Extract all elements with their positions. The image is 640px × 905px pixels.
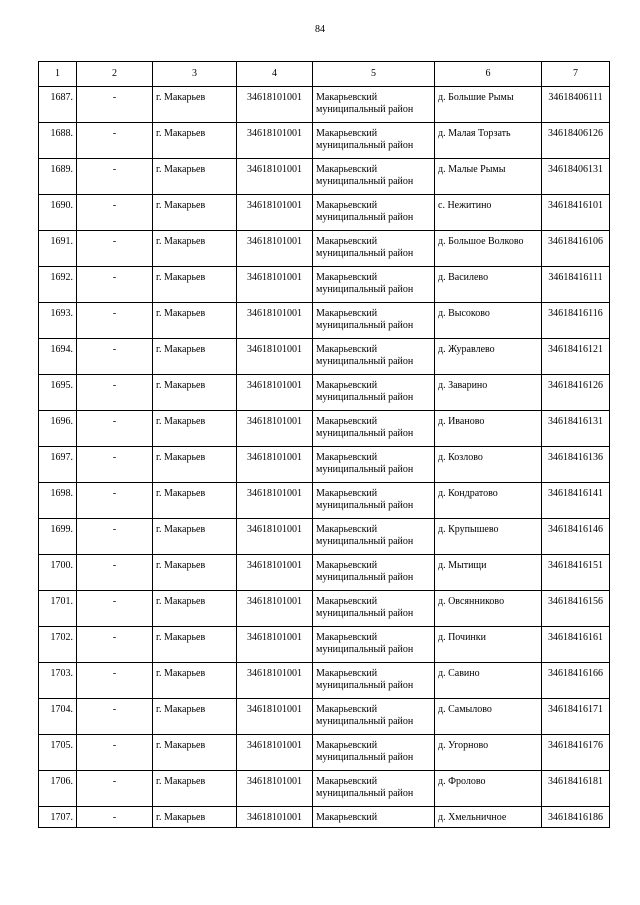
dash-cell: - xyxy=(77,195,153,231)
row-number-cell: 1688. xyxy=(39,123,77,159)
settlement-code-cell: 34618416126 xyxy=(542,375,610,411)
row-number-cell: 1690. xyxy=(39,195,77,231)
dash-cell: - xyxy=(77,699,153,735)
city-code-cell: 34618101001 xyxy=(237,87,313,123)
settlement-code-cell: 34618416121 xyxy=(542,339,610,375)
settlement-code-cell: 34618416156 xyxy=(542,591,610,627)
row-number-cell: 1701. xyxy=(39,591,77,627)
settlement-code-cell: 34618416166 xyxy=(542,663,610,699)
district-cell: Макарьевский муниципальный район xyxy=(313,267,435,303)
settlement-code-cell: 34618416141 xyxy=(542,483,610,519)
city-cell: г. Макарьев xyxy=(153,663,237,699)
settlement-code-cell: 34618416146 xyxy=(542,519,610,555)
district-cell: Макарьевский муниципальный район xyxy=(313,123,435,159)
row-number-cell: 1696. xyxy=(39,411,77,447)
city-cell: г. Макарьев xyxy=(153,231,237,267)
table-row xyxy=(39,771,610,807)
city-code-cell: 34618101001 xyxy=(237,807,313,828)
dash-cell: - xyxy=(77,411,153,447)
row-number-cell: 1704. xyxy=(39,699,77,735)
column-header: 2 xyxy=(77,62,153,87)
table-row xyxy=(39,555,610,591)
dash-cell: - xyxy=(77,267,153,303)
row-number-cell: 1699. xyxy=(39,519,77,555)
table-row xyxy=(39,519,610,555)
city-code-cell: 34618101001 xyxy=(237,195,313,231)
city-code-cell: 34618101001 xyxy=(237,231,313,267)
city-cell: г. Макарьев xyxy=(153,267,237,303)
city-code-cell: 34618101001 xyxy=(237,267,313,303)
city-cell: г. Макарьев xyxy=(153,195,237,231)
settlement-cell: д. Савино xyxy=(435,663,542,699)
settlement-code-cell: 34618416111 xyxy=(542,267,610,303)
city-code-cell: 34618101001 xyxy=(237,591,313,627)
column-header: 3 xyxy=(153,62,237,87)
row-number-cell: 1705. xyxy=(39,735,77,771)
table-row xyxy=(39,87,610,123)
settlement-cell: д. Мытищи xyxy=(435,555,542,591)
settlement-cell: д. Малые Рымы xyxy=(435,159,542,195)
settlement-cell: с. Нежитино xyxy=(435,195,542,231)
dash-cell: - xyxy=(77,375,153,411)
table-row xyxy=(39,303,610,339)
dash-cell: - xyxy=(77,303,153,339)
district-cell: Макарьевский муниципальный район xyxy=(313,555,435,591)
city-code-cell: 34618101001 xyxy=(237,519,313,555)
row-number-cell: 1694. xyxy=(39,339,77,375)
dash-cell: - xyxy=(77,735,153,771)
city-code-cell: 34618101001 xyxy=(237,339,313,375)
settlement-code-cell: 34618416136 xyxy=(542,447,610,483)
table-row xyxy=(39,231,610,267)
row-number-cell: 1707. xyxy=(39,807,77,828)
district-cell: Макарьевский муниципальный район xyxy=(313,231,435,267)
settlement-cell: д. Хмельничное xyxy=(435,807,542,828)
district-cell: Макарьевский муниципальный район xyxy=(313,627,435,663)
city-cell: г. Макарьев xyxy=(153,303,237,339)
dash-cell: - xyxy=(77,807,153,828)
settlement-code-cell: 34618416116 xyxy=(542,303,610,339)
dash-cell: - xyxy=(77,231,153,267)
city-code-cell: 34618101001 xyxy=(237,159,313,195)
row-number-cell: 1702. xyxy=(39,627,77,663)
settlement-cell: д. Заварино xyxy=(435,375,542,411)
row-number-cell: 1706. xyxy=(39,771,77,807)
registry-table xyxy=(38,61,610,828)
table-row xyxy=(39,699,610,735)
dash-cell: - xyxy=(77,339,153,375)
settlement-code-cell: 34618416131 xyxy=(542,411,610,447)
row-number-cell: 1689. xyxy=(39,159,77,195)
settlement-code-cell: 34618416101 xyxy=(542,195,610,231)
settlement-code-cell: 34618416181 xyxy=(542,771,610,807)
dash-cell: - xyxy=(77,87,153,123)
row-number-cell: 1700. xyxy=(39,555,77,591)
district-cell: Макарьевский муниципальный район xyxy=(313,699,435,735)
dash-cell: - xyxy=(77,159,153,195)
settlement-cell: д. Козлово xyxy=(435,447,542,483)
city-cell: г. Макарьев xyxy=(153,627,237,663)
settlement-code-cell: 34618406126 xyxy=(542,123,610,159)
city-cell: г. Макарьев xyxy=(153,771,237,807)
settlement-code-cell: 34618416161 xyxy=(542,627,610,663)
district-cell: Макарьевский муниципальный район xyxy=(313,663,435,699)
settlement-code-cell: 34618416151 xyxy=(542,555,610,591)
column-header: 1 xyxy=(39,62,77,87)
settlement-code-cell: 34618406111 xyxy=(542,87,610,123)
district-cell: Макарьевский муниципальный район xyxy=(313,87,435,123)
settlement-cell: д. Овсянниково xyxy=(435,591,542,627)
city-cell: г. Макарьев xyxy=(153,159,237,195)
district-cell: Макарьевский муниципальный район xyxy=(313,303,435,339)
district-cell: Макарьевский муниципальный район xyxy=(313,591,435,627)
row-number-cell: 1697. xyxy=(39,447,77,483)
settlement-cell: д. Большое Волково xyxy=(435,231,542,267)
city-code-cell: 34618101001 xyxy=(237,483,313,519)
dash-cell: - xyxy=(77,663,153,699)
city-cell: г. Макарьев xyxy=(153,447,237,483)
table-row xyxy=(39,159,610,195)
settlement-cell: д. Иваново xyxy=(435,411,542,447)
table-row xyxy=(39,663,610,699)
dash-cell: - xyxy=(77,591,153,627)
city-code-cell: 34618101001 xyxy=(237,123,313,159)
dash-cell: - xyxy=(77,627,153,663)
settlement-code-cell: 34618416176 xyxy=(542,735,610,771)
district-cell: Макарьевский муниципальный район xyxy=(313,339,435,375)
city-cell: г. Макарьев xyxy=(153,375,237,411)
table-row xyxy=(39,483,610,519)
city-code-cell: 34618101001 xyxy=(237,555,313,591)
settlement-cell: д. Самылово xyxy=(435,699,542,735)
row-number-cell: 1691. xyxy=(39,231,77,267)
column-header: 5 xyxy=(313,62,435,87)
row-number-cell: 1687. xyxy=(39,87,77,123)
settlement-cell: д. Василево xyxy=(435,267,542,303)
table-row xyxy=(39,195,610,231)
district-cell: Макарьевский муниципальный район xyxy=(313,159,435,195)
district-cell: Макарьевский муниципальный район xyxy=(313,195,435,231)
settlement-cell: д. Угорново xyxy=(435,735,542,771)
table-body xyxy=(39,87,610,828)
table-row xyxy=(39,339,610,375)
dash-cell: - xyxy=(77,555,153,591)
settlement-cell: д. Журавлево xyxy=(435,339,542,375)
table-row xyxy=(39,591,610,627)
table-row xyxy=(39,267,610,303)
row-number-cell: 1703. xyxy=(39,663,77,699)
page-number: 84 xyxy=(315,24,325,35)
settlement-code-cell: 34618416106 xyxy=(542,231,610,267)
city-code-cell: 34618101001 xyxy=(237,735,313,771)
table-row xyxy=(39,123,610,159)
settlement-cell: д. Высоково xyxy=(435,303,542,339)
column-header: 7 xyxy=(542,62,610,87)
district-cell: Макарьевский муниципальный район xyxy=(313,735,435,771)
city-cell: г. Макарьев xyxy=(153,735,237,771)
table-header-row xyxy=(39,62,610,87)
settlement-code-cell: 34618416171 xyxy=(542,699,610,735)
city-code-cell: 34618101001 xyxy=(237,303,313,339)
table-row xyxy=(39,411,610,447)
settlement-code-cell: 34618406131 xyxy=(542,159,610,195)
table-row xyxy=(39,375,610,411)
district-cell: Макарьевский муниципальный район xyxy=(313,375,435,411)
district-cell: Макарьевский xyxy=(313,807,435,828)
settlement-code-cell: 34618416186 xyxy=(542,807,610,828)
column-header: 6 xyxy=(435,62,542,87)
row-number-cell: 1698. xyxy=(39,483,77,519)
city-code-cell: 34618101001 xyxy=(237,447,313,483)
city-code-cell: 34618101001 xyxy=(237,375,313,411)
city-cell: г. Макарьев xyxy=(153,339,237,375)
city-cell: г. Макарьев xyxy=(153,411,237,447)
city-cell: г. Макарьев xyxy=(153,483,237,519)
city-cell: г. Макарьев xyxy=(153,123,237,159)
city-code-cell: 34618101001 xyxy=(237,771,313,807)
row-number-cell: 1692. xyxy=(39,267,77,303)
dash-cell: - xyxy=(77,519,153,555)
table-row xyxy=(39,627,610,663)
settlement-cell: д. Починки xyxy=(435,627,542,663)
district-cell: Макарьевский муниципальный район xyxy=(313,519,435,555)
district-cell: Макарьевский муниципальный район xyxy=(313,411,435,447)
dash-cell: - xyxy=(77,447,153,483)
table-row xyxy=(39,807,610,828)
city-cell: г. Макарьев xyxy=(153,807,237,828)
district-cell: Макарьевский муниципальный район xyxy=(313,771,435,807)
settlement-cell: д. Малая Торзать xyxy=(435,123,542,159)
dash-cell: - xyxy=(77,483,153,519)
row-number-cell: 1695. xyxy=(39,375,77,411)
table-row xyxy=(39,735,610,771)
city-cell: г. Макарьев xyxy=(153,87,237,123)
city-cell: г. Макарьев xyxy=(153,699,237,735)
dash-cell: - xyxy=(77,123,153,159)
row-number-cell: 1693. xyxy=(39,303,77,339)
city-cell: г. Макарьев xyxy=(153,591,237,627)
dash-cell: - xyxy=(77,771,153,807)
city-code-cell: 34618101001 xyxy=(237,699,313,735)
settlement-cell: д. Кондратово xyxy=(435,483,542,519)
city-code-cell: 34618101001 xyxy=(237,627,313,663)
city-code-cell: 34618101001 xyxy=(237,663,313,699)
city-code-cell: 34618101001 xyxy=(237,411,313,447)
city-cell: г. Макарьев xyxy=(153,555,237,591)
settlement-cell: д. Фролово xyxy=(435,771,542,807)
settlement-cell: д. Большие Рымы xyxy=(435,87,542,123)
table-row xyxy=(39,447,610,483)
column-header: 4 xyxy=(237,62,313,87)
settlement-cell: д. Крупышево xyxy=(435,519,542,555)
district-cell: Макарьевский муниципальный район xyxy=(313,483,435,519)
city-cell: г. Макарьев xyxy=(153,519,237,555)
district-cell: Макарьевский муниципальный район xyxy=(313,447,435,483)
